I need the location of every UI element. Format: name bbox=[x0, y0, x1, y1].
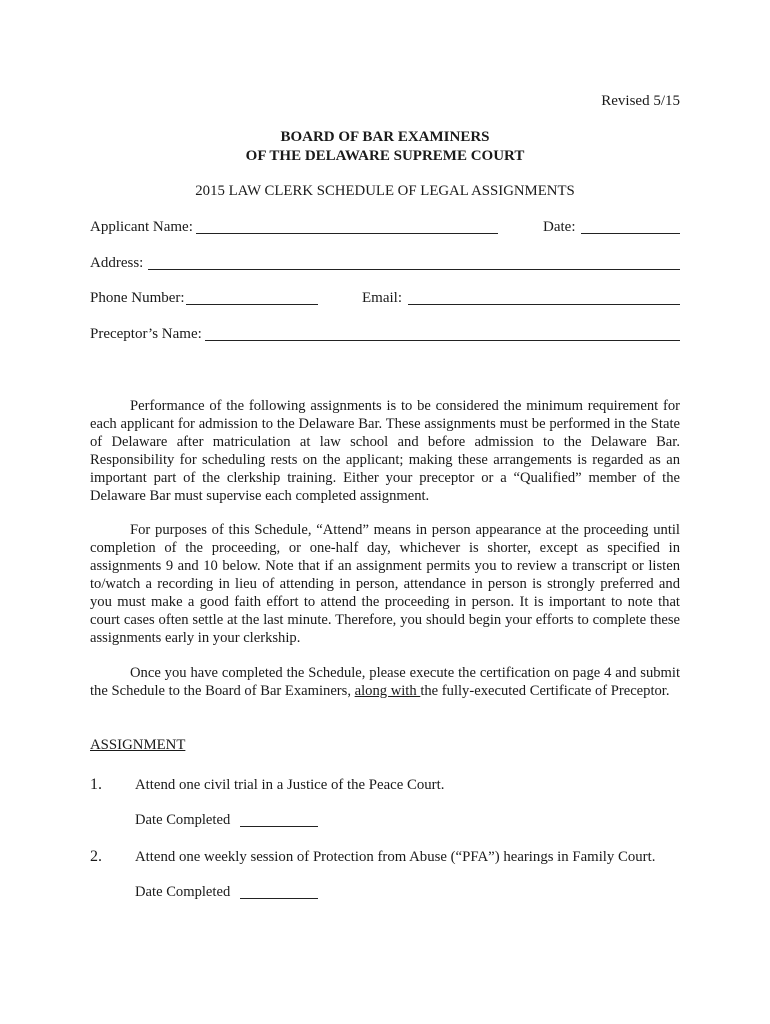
preceptor-field[interactable] bbox=[205, 340, 680, 341]
phone-field[interactable] bbox=[186, 304, 318, 305]
date-completed-field[interactable] bbox=[240, 826, 318, 827]
applicant-name-field[interactable] bbox=[196, 233, 498, 234]
revision-note: Revised 5/15 bbox=[601, 93, 680, 109]
phone-label: Phone Number: bbox=[90, 290, 185, 306]
assignment-number: 2. bbox=[90, 848, 102, 865]
date-completed-label: Date Completed bbox=[135, 884, 231, 900]
assignment-text: Attend one civil trial in a Justice of the Peace Court. bbox=[135, 777, 445, 793]
assignment-text: Attend one weekly session of Protection from Abuse (“PFA”) hearings in Family Court. bbox=[135, 849, 656, 865]
date-completed-label: Date Completed bbox=[135, 812, 231, 828]
date-field[interactable] bbox=[581, 233, 680, 234]
board-title: BOARD OF BAR EXAMINERS bbox=[280, 129, 490, 145]
date-label: Date: bbox=[543, 219, 576, 235]
email-label: Email: bbox=[362, 290, 402, 306]
instructions-paragraph-3: Once you have completed the Schedule, please execute the certification on page 4 and submit the Schedule to the Board of Bar Examiners, along with the fully-executed Certificate of Preceptor. bbox=[90, 665, 680, 699]
instructions-paragraph-1: Performance of the following assignments is to be considered the minimum requirement for each applicant for admission to the Delaware Bar. These assignments must be performed in the State of Delaware after matriculation at law school and before admission to the Delaware Bar. Responsibility for scheduling rests on the applicant; making these arrangements is regarded as an important part of the clerkship training. Either your preceptor or a “Qualified” member of the Delaware Bar must supervise each completed assignment. bbox=[90, 398, 680, 504]
address-label: Address: bbox=[90, 255, 144, 271]
date-completed-field[interactable] bbox=[240, 898, 318, 899]
address-field[interactable] bbox=[148, 269, 680, 270]
assignment-number: 1. bbox=[90, 776, 102, 793]
applicant-name-label: Applicant Name: bbox=[90, 219, 193, 235]
court-title: OF THE DELAWARE SUPREME COURT bbox=[245, 148, 525, 164]
instructions-paragraph-2: For purposes of this Schedule, “Attend” means in person appearance at the proceeding until completion of the proceeding, or one-half day, whichever is shorter, except as specified in assignments 9 and 10 below. Note that if an assignment permits you to review a transcript or listen to/watch a recording in lieu of attending in person, attendance in person is strongly preferred and you must make a good faith effort to attend the proceeding in person. It is important to note that court cases often settle at the last minute. Therefore, you should begin your efforts to complete these assignments early in your clerkship. bbox=[90, 522, 680, 646]
preceptor-label: Preceptor’s Name: bbox=[90, 326, 202, 342]
assignment-heading: ASSIGNMENT bbox=[90, 737, 186, 753]
email-field[interactable] bbox=[408, 304, 680, 305]
document-subtitle: 2015 LAW CLERK SCHEDULE OF LEGAL ASSIGNMENTS bbox=[195, 183, 575, 199]
underlined-phrase: along with bbox=[354, 683, 421, 699]
